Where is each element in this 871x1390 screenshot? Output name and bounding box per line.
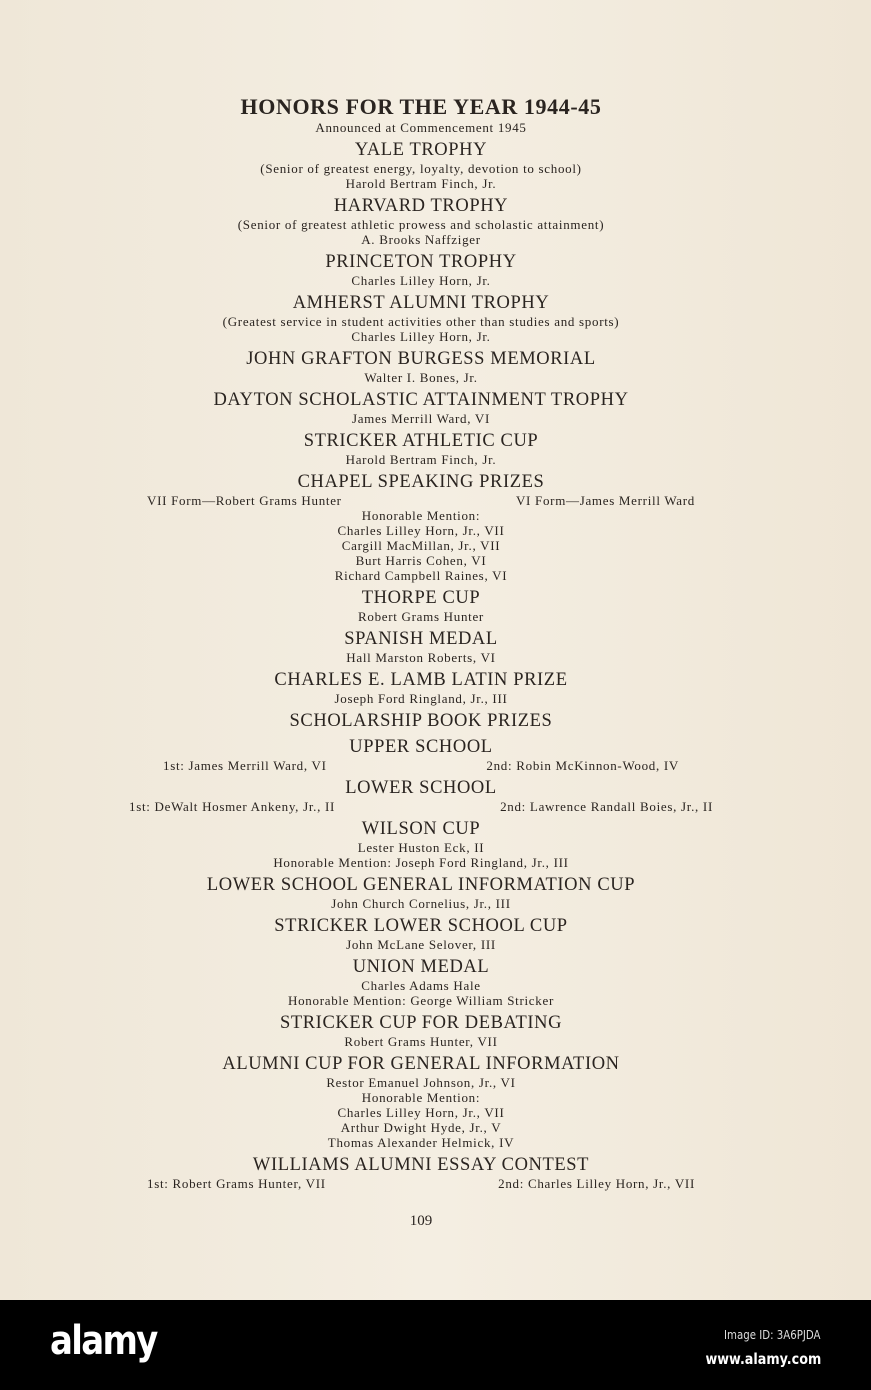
award-heading: JOHN GRAFTON BURGESS MEMORIAL [246,349,596,369]
award-detail: Honorable Mention: Joseph Ford Ringland, Jr., III [273,855,569,870]
honors-list [0,94,842,1191]
award-pair-row [163,758,679,773]
award-detail: Robert Grams Hunter, VII [344,1034,498,1049]
award-detail: Honorable Mention: George William Stricker [288,993,554,1008]
winner-right: 2nd: Robin McKinnon-Wood, IV [486,758,679,773]
award-heading: STRICKER LOWER SCHOOL CUP [274,916,568,936]
award-heading: SPANISH MEDAL [344,629,498,649]
award-detail: Honorable Mention: [361,508,481,523]
award-heading: WILSON CUP [361,819,481,839]
award-heading: SCHOLARSHIP BOOK PRIZES [289,711,553,731]
winner-right: 2nd: Lawrence Randall Boies, Jr., II [500,799,713,814]
image-id: Image ID: 3A6PJDA [724,1328,821,1342]
award-detail: James Merrill Ward, VI [351,411,491,426]
award-detail: Joseph Ford Ringland, Jr., III [334,691,508,706]
award-detail: Announced at Commencement 1945 [315,120,527,135]
award-detail: Charles Lilley Horn, Jr., VII [337,1105,505,1120]
award-detail: John Church Cornelius, Jr., III [331,896,511,911]
award-heading: LOWER SCHOOL [345,778,497,798]
award-detail: Richard Campbell Raines, VI [334,568,508,583]
award-detail: Robert Grams Hunter [358,609,484,624]
award-heading: HARVARD TROPHY [333,196,509,216]
winner-left: 1st: DeWalt Hosmer Ankeny, Jr., II [129,799,336,814]
award-detail: Charles Adams Hale [361,978,481,993]
alamy-logo: alamy [50,1318,157,1364]
winner-left: VII Form—Robert Grams Hunter [147,493,342,508]
award-detail: (Senior of greatest energy, loyalty, devotion to school) [260,161,582,176]
award-detail: A. Brooks Naffziger [361,232,481,247]
page-title: HONORS FOR THE YEAR 1944-45 [240,94,602,119]
award-pair-row [147,493,695,508]
award-detail: Harold Bertram Finch, Jr. [345,452,497,467]
award-detail: Thomas Alexander Helmick, IV [327,1135,515,1150]
award-heading: PRINCETON TROPHY [325,252,517,272]
winner-left: 1st: Robert Grams Hunter, VII [147,1176,326,1191]
page-number: 109 [409,1213,433,1229]
watermark-footer [0,1300,871,1390]
award-detail: Hall Marston Roberts, VI [346,650,496,665]
award-heading: LOWER SCHOOL GENERAL INFORMATION CUP [206,875,636,895]
award-pair-row [129,799,713,814]
award-detail: John McLane Selover, III [346,937,496,952]
award-detail: Restor Emanuel Johnson, Jr., VI [326,1075,516,1090]
award-detail: (Greatest service in student activities other than studies and sports) [222,314,620,329]
award-heading: CHARLES E. LAMB LATIN PRIZE [274,670,568,690]
winner-left: 1st: James Merrill Ward, VI [163,758,327,773]
site-url: www.alamy.com [705,1350,821,1368]
award-heading: STRICKER CUP FOR DEBATING [279,1013,563,1033]
award-detail: Charles Lilley Horn, Jr. [351,273,491,288]
award-heading: DAYTON SCHOLASTIC ATTAINMENT TROPHY [213,390,629,410]
award-heading: WILLIAMS ALUMNI ESSAY CONTEST [252,1155,590,1175]
award-detail: Cargill MacMillan, Jr., VII [341,538,501,553]
award-pair-row [147,1176,695,1191]
award-detail: Walter I. Bones, Jr. [364,370,478,385]
winner-right: 2nd: Charles Lilley Horn, Jr., VII [498,1176,695,1191]
award-detail: (Senior of greatest athletic prowess and scholastic attainment) [237,217,605,232]
award-detail: Harold Bertram Finch, Jr. [345,176,497,191]
award-heading: AMHERST ALUMNI TROPHY [292,293,550,313]
award-heading: THORPE CUP [361,588,481,608]
award-heading: UNION MEDAL [352,957,490,977]
award-heading: YALE TROPHY [354,140,488,160]
award-detail: Arthur Dwight Hyde, Jr., V [340,1120,502,1135]
award-detail: Charles Lilley Horn, Jr. [351,329,491,344]
award-heading: STRICKER ATHLETIC CUP [303,431,539,451]
award-detail: Honorable Mention: [361,1090,481,1105]
award-detail: Charles Lilley Horn, Jr., VII [337,523,505,538]
award-heading: UPPER SCHOOL [349,737,493,757]
award-detail: Burt Harris Cohen, VI [355,553,487,568]
award-detail: Lester Huston Eck, II [357,840,485,855]
award-heading: ALUMNI CUP FOR GENERAL INFORMATION [222,1054,620,1074]
award-heading: CHAPEL SPEAKING PRIZES [297,472,545,492]
winner-right: VI Form—James Merrill Ward [515,493,695,508]
